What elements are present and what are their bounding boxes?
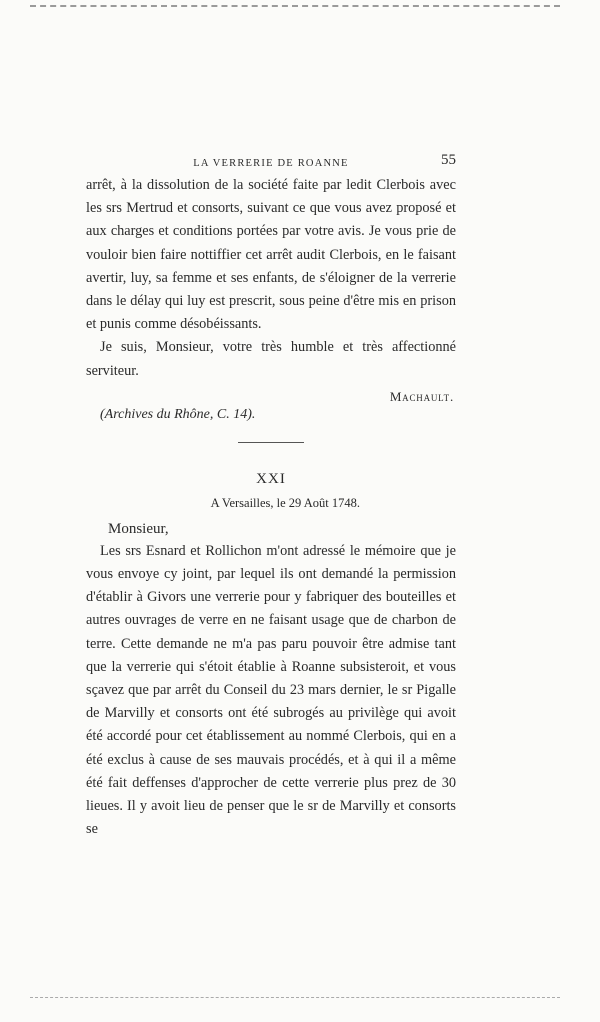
- archive-source: (Archives du Rhône, C. 14).: [100, 406, 256, 422]
- page-number: 55: [441, 152, 456, 168]
- running-head: [86, 152, 456, 174]
- section-divider: [238, 442, 304, 443]
- scan-edge-bottom: [30, 997, 560, 998]
- signature: Machault.: [389, 388, 454, 404]
- running-title: LA VERRERIE DE ROANNE: [193, 158, 349, 169]
- dateline: A Versailles, le 29 Août 1748.: [210, 495, 360, 510]
- scan-edge-top: [30, 5, 560, 7]
- letter-closing-paragraph: arrêt, à la dissolution de la société faite par ledit Clerbois avec les srs Mertrud et consorts, suivant ce que vous avez proposé et aux charges et conditions portées par votre avis. Je vous prie de vouloir bien faire nottiffier cet arrêt audit Clerbois, en le faisant avertir, luy, sa femme et ses enfants, de s'éloigner de la verrerie dans le délay qui luy est prescrit, sous peine d'être mis en prison et punis comme désobéissants.: [86, 177, 456, 333]
- salutation: Monsieur,: [108, 520, 169, 537]
- book-page: [86, 152, 456, 841]
- letter-valediction: Je suis, Monsieur, votre très humble et très affectionné serviteur.: [86, 339, 456, 379]
- section-number: XXI: [256, 470, 286, 487]
- letter-body: Les srs Esnard et Rollichon m'ont adressé le mémoire que je vous envoye cy joint, par lequel ils ont demandé la permission d'établir à Givors une verrerie pour y fabriquer des bouteilles et autres ouvrages de verre en ne faisant usage que de charbon de terre. Cette demande ne m'a pas paru pouvoir être admise tant que la verrerie qui s'étoit établie à Roanne subsisteroit, et vous sçavez que par arrêt du Conseil du 23 mars dernier, le sr Pigalle de Marvilly et consorts ont été subrogés au privilège qui avoit été accordé pour cet établissement au nommé Clerbois, qui en a été exclus à cause de ses mauvais procédés, et à qui il a même été fait deffenses d'approcher de cette verrerie plus prez de 30 lieues. Il y avoit lieu de penser que le sr de Marvilly et consorts se: [86, 542, 456, 838]
